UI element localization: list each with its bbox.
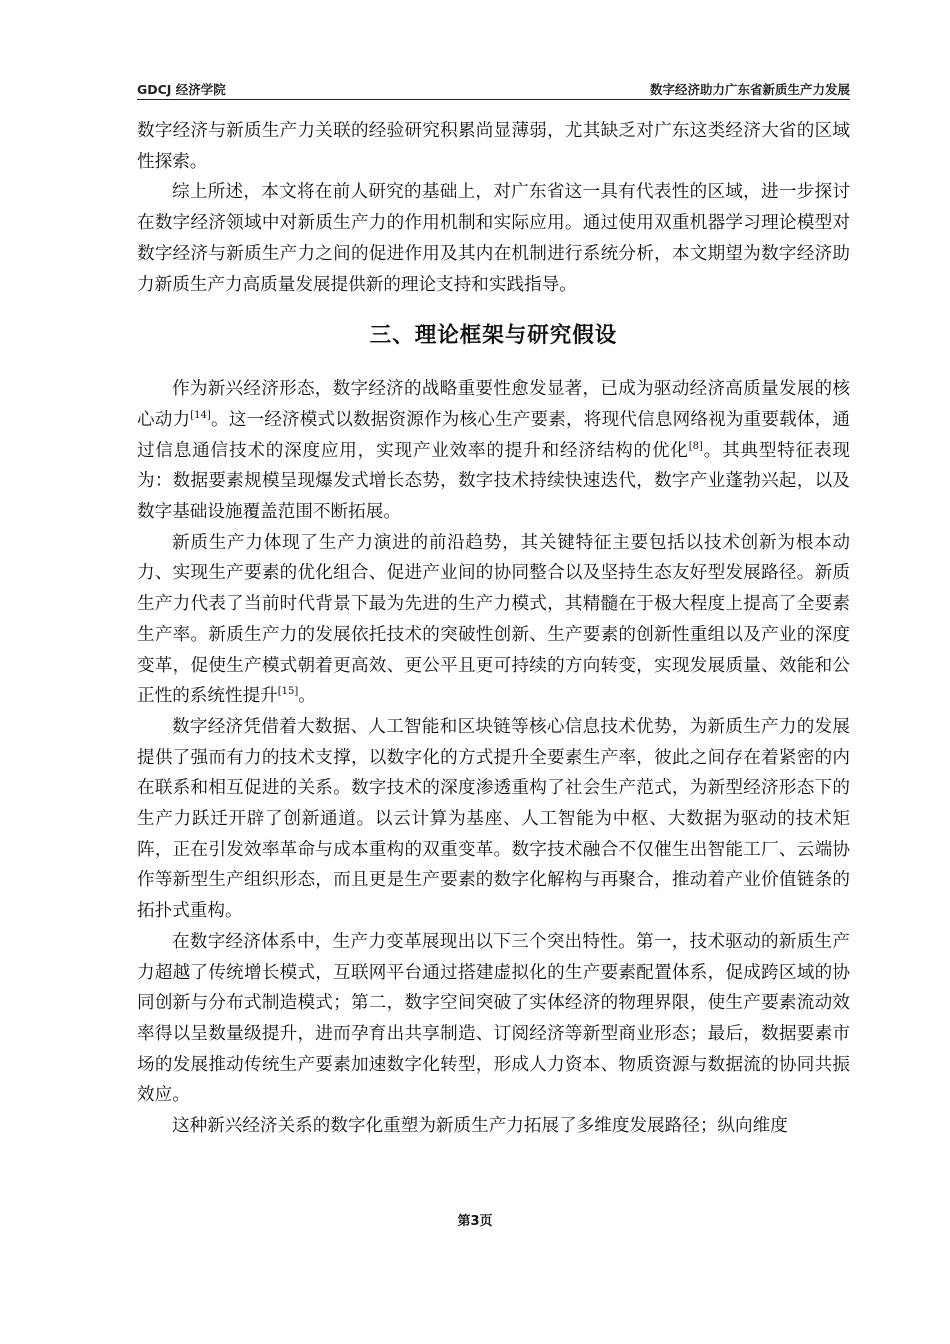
paragraph-text: 新质生产力体现了生产力演进的前沿趋势，其关键特征主要包括以技术创新为根本动力、实现生产要素的优化组合、促进产业间的协同整合以及坚持生态友好型发展路径。新质生产力代表了当前时代背景下最为先进的生产力模式，其精髓在于极大程度上提高了全要素生产率。新质生产力的发展依托技术的突破性创新、生产要素的创新性重组以及产业的深度变革，促使生产模式朝着更高效、更公平且更可持续的方向转变，实现发展质量、效能和公正性的系统性提升 <box>137 532 850 707</box>
running-header <box>137 78 850 100</box>
paragraph <box>137 177 850 300</box>
paragraph-text: 。 <box>298 686 316 707</box>
page-number: 第3页 <box>457 1214 493 1229</box>
paragraph-text: 。这一经济模式以数据资源作为核心生产要素，将现代信息网络视为重要载体，通过信息通信技术的深度应用，实现产业效率的提升和经济结构的优化 <box>137 409 850 461</box>
paragraph <box>137 116 850 177</box>
paragraph-text: 数字经济与新质生产力关联的经验研究积累尚显薄弱，尤其缺乏对广东这类经济大省的区域性探索。 <box>137 121 850 172</box>
paragraph <box>137 528 850 712</box>
paragraph <box>137 712 850 927</box>
paragraph-text: 作为新兴经济形态，数字经济的战略重要性愈发显著，已成为驱动经济高质量发展的核心动力 <box>137 379 850 430</box>
paragraph-text: 这种新兴经济关系的数字化重塑为新质生产力拓展了多维度发展路径；纵向维度 <box>172 1116 788 1137</box>
citation-marker: [8] <box>688 440 703 452</box>
paragraph-text: 综上所述，本文将在前人研究的基础上，对广东省这一具有代表性的区域，进一步探讨在数字经济领域中对新质生产力的作用机制和实际应用。通过使用双重机器学习理论模型对数字经济与新质生产力之间的促进作用及其内在机制进行系统分析，本文期望为数字经济助力新质生产力高质量发展提供新的理论支持和实践指导。 <box>137 182 850 295</box>
paragraph <box>137 1111 850 1142</box>
citation-marker: [15] <box>277 686 299 698</box>
paragraph-text: 。其典型特征表现为：数据要素规模呈现爆发式增长态势，数字技术持续快速迭代，数字产业蓬勃兴起，以及数字基础设施覆盖范围不断拓展。 <box>137 440 850 523</box>
header-institution: GDCJ 经济学院 <box>137 82 226 97</box>
paragraph <box>137 927 850 1111</box>
section-title: 三、理论框架与研究假设 <box>369 323 618 349</box>
paragraphs-after-section <box>137 374 850 1142</box>
body-text <box>137 116 850 1142</box>
paragraphs-before-section <box>137 116 850 300</box>
paragraph <box>137 374 850 528</box>
citation-marker: [14] <box>190 409 211 421</box>
paragraph-text: 数字经济凭借着大数据、人工智能和区块链等核心信息技术优势，为新质生产力的发展提供了强而有力的技术支撑，以数字化的方式提升全要素生产率，彼此之间存在着紧密的内在联系和相互促进的关系。数字技术的深度渗透重构了社会生产范式，为新型经济形态下的生产力跃迁开辟了创新通道。以云计算为基座、人工智能为中枢、大数据为驱动的技术矩阵，正在引发效率革命与成本重构的双重变革。数字技术融合不仅催生出智能工厂、云端协作等新型生产组织形态，而且更是生产要素的数字化解构与再聚合，推动着产业价值链条的拓扑式重构。 <box>137 716 850 922</box>
header-divider <box>137 99 850 100</box>
paragraph-text: 在数字经济体系中，生产力变革展现出以下三个突出特性。第一，技术驱动的新质生产力超越了传统增长模式，互联网平台通过搭建虚拟化的生产要素配置体系，促成跨区域的协同创新与分布式制造模式；第二，数字空间突破了实体经济的物理界限，使生产要素流动效率得以呈数量级提升，进而孕育出共享制造、订阅经济等新型商业形态；最后，数据要素市场的发展推动传统生产要素加速数字化转型，形成人力资本、物质资源与数据流的协同共振效应。 <box>137 931 850 1106</box>
header-paper-title: 数字经济助力广东省新质生产力发展 <box>649 82 850 97</box>
